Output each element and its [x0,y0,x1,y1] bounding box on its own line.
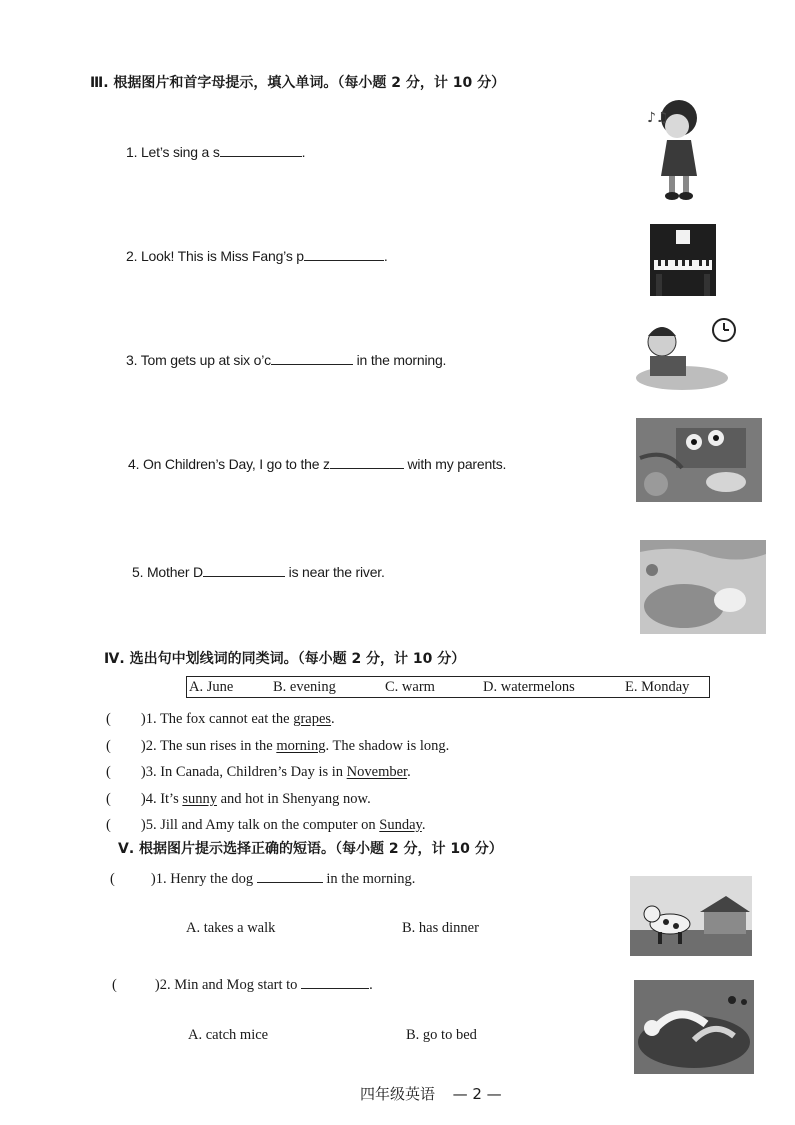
footer-grade-label: 四年级英语 [360,1085,436,1103]
s4-question-1: ( )1. The fox cannot eat the grapes. [106,711,335,727]
option-b: B. evening [273,679,336,695]
answer-blank[interactable] [271,350,353,365]
section-5-title: Ⅴ. 根据图片提示选择正确的短语。（每小题 2 分，计 10 分） [118,841,503,857]
s5-q2-option-a[interactable]: A. catch mice [188,1027,269,1043]
page-footer [360,1083,502,1104]
s3-question-3: 3. Tom gets up at six o’c in the morning. [126,352,447,368]
option-e: E. Monday [625,679,690,695]
answer-blank[interactable] [301,974,369,989]
s3-question-5: 5. Mother D is near the river. [132,564,385,580]
s4-question-4: ( )4. It’s sunny and hot in Shenyang now. [106,791,371,807]
answer-blank[interactable] [257,868,323,883]
river-scene-image [640,540,766,634]
option-d: D. watermelons [483,679,575,695]
underlined-word: sunny [182,791,217,807]
s5-q1-option-b[interactable]: B. has dinner [402,920,479,936]
s3-question-4: 4. On Children’s Day, I go to the z with my parents. [128,456,507,472]
s3-question-2: 2. Look! This is Miss Fang’s p . [126,248,388,264]
s4-question-2: ( )2. The sun rises in the morning. The shadow is long. [106,738,450,754]
s3-question-1: 1. Let’s sing a s . [126,144,306,160]
dog-walking-image [630,876,752,956]
s5-q2-option-b[interactable]: B. go to bed [406,1027,477,1043]
option-c: C. warm [385,679,435,695]
underlined-word: grapes [293,711,332,727]
s4-question-3: ( )3. In Canada, Children’s Day is in November. [106,764,411,780]
answer-box[interactable] [117,975,155,989]
section-3-title: Ⅲ. 根据图片和首字母提示，填入单词。（每小题 2 分，计 10 分） [90,75,506,91]
answer-box[interactable] [111,709,141,723]
answer-blank[interactable] [304,246,384,261]
piano-image [648,222,718,298]
s5-question-2: ( )2. Min and Mog start to . [112,974,373,994]
answer-box[interactable] [111,789,141,803]
word-options-box [186,676,710,698]
girl-singing-image [643,96,713,206]
answer-box[interactable] [111,762,141,776]
boy-waking-up-image [632,316,744,394]
zoo-image [636,418,762,502]
s5-q1-option-a[interactable]: A. takes a walk [186,920,276,936]
s4-question-5: ( )5. Jill and Amy talk on the computer on Sunday. [106,817,426,833]
s5-question-1: ( )1. Henry the dog in the morning. [110,868,415,888]
page-number: — 2 — [452,1085,502,1103]
answer-blank[interactable] [220,142,302,157]
option-a: A. June [189,679,234,695]
section-4-title: Ⅳ. 选出句中划线词的同类词。（每小题 2 分，计 10 分） [104,651,466,667]
answer-box[interactable] [111,815,141,829]
underlined-word: morning [276,738,326,754]
answer-box[interactable] [115,869,151,883]
underlined-word: November [346,764,408,780]
answer-box[interactable] [111,736,141,750]
cats-catching-mice-image [634,980,754,1074]
answer-blank[interactable] [203,562,285,577]
underlined-word: Sunday [379,817,422,833]
answer-blank[interactable] [330,454,404,469]
svg-text:♪♫: ♪♫ [647,110,669,126]
